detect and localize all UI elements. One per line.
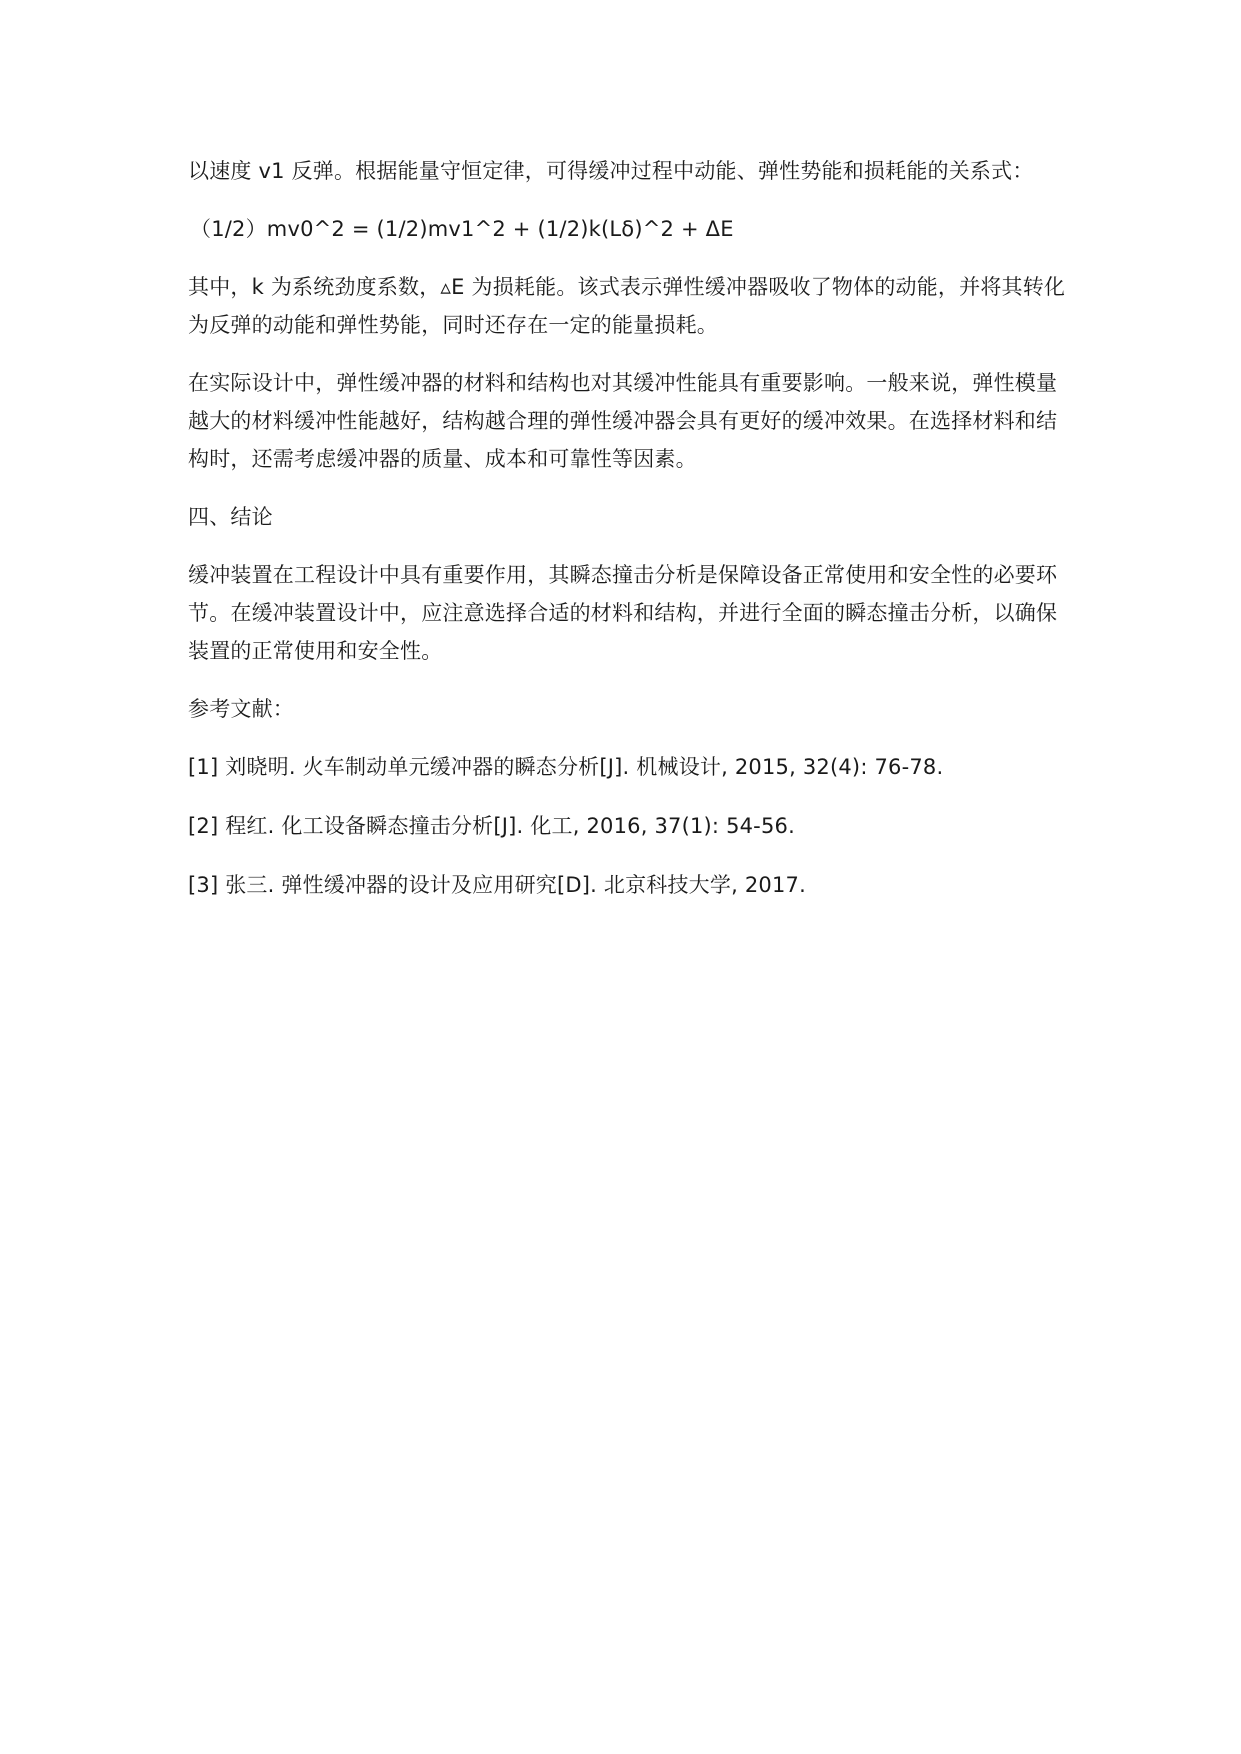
references-title: 参考文献：: [188, 697, 294, 721]
reference-item: [1] 刘晓明. 火车制动单元缓冲器的瞬态分析[J]. 机械设计, 2015, 32(4): 76-78.: [188, 755, 944, 779]
document-body: [188, 152, 1068, 925]
reference-item: [3] 张三. 弹性缓冲器的设计及应用研究[D]. 北京科技大学, 2017.: [188, 873, 806, 897]
formula-explanation: 其中，k 为系统劲度系数，▵E 为损耗能。该式表示弹性缓冲器吸收了物体的动能，并将其转化为反弹的动能和弹性势能，同时还存在一定的能量损耗。: [188, 275, 1066, 337]
energy-formula: （1/2）mv0^2 = (1/2)mv1^2 + (1/2)k(Lδ)^2 + ΔE: [190, 217, 734, 241]
conclusion-paragraph: 缓冲装置在工程设计中具有重要作用，其瞬态撞击分析是保障设备正常使用和安全性的必要环节。在缓冲装置设计中，应注意选择合适的材料和结构，并进行全面的瞬态撞击分析，以确保装置的正常使用和安全性。: [188, 563, 1058, 663]
intro-paragraph: 以速度 v1 反弹。根据能量守恒定律，可得缓冲过程中动能、弹性势能和损耗能的关系式：: [188, 159, 1034, 183]
conclusion-heading: 四、结论: [188, 505, 273, 529]
design-paragraph: 在实际设计中，弹性缓冲器的材料和结构也对其缓冲性能具有重要影响。一般来说，弹性模量越大的材料缓冲性能越好，结构越合理的弹性缓冲器会具有更好的缓冲效果。在选择材料和结构时，还需考虑缓冲器的质量、成本和可靠性等因素。: [188, 371, 1058, 471]
reference-item: [2] 程红. 化工设备瞬态撞击分析[J]. 化工, 2016, 37(1): 54-56.: [188, 814, 795, 838]
